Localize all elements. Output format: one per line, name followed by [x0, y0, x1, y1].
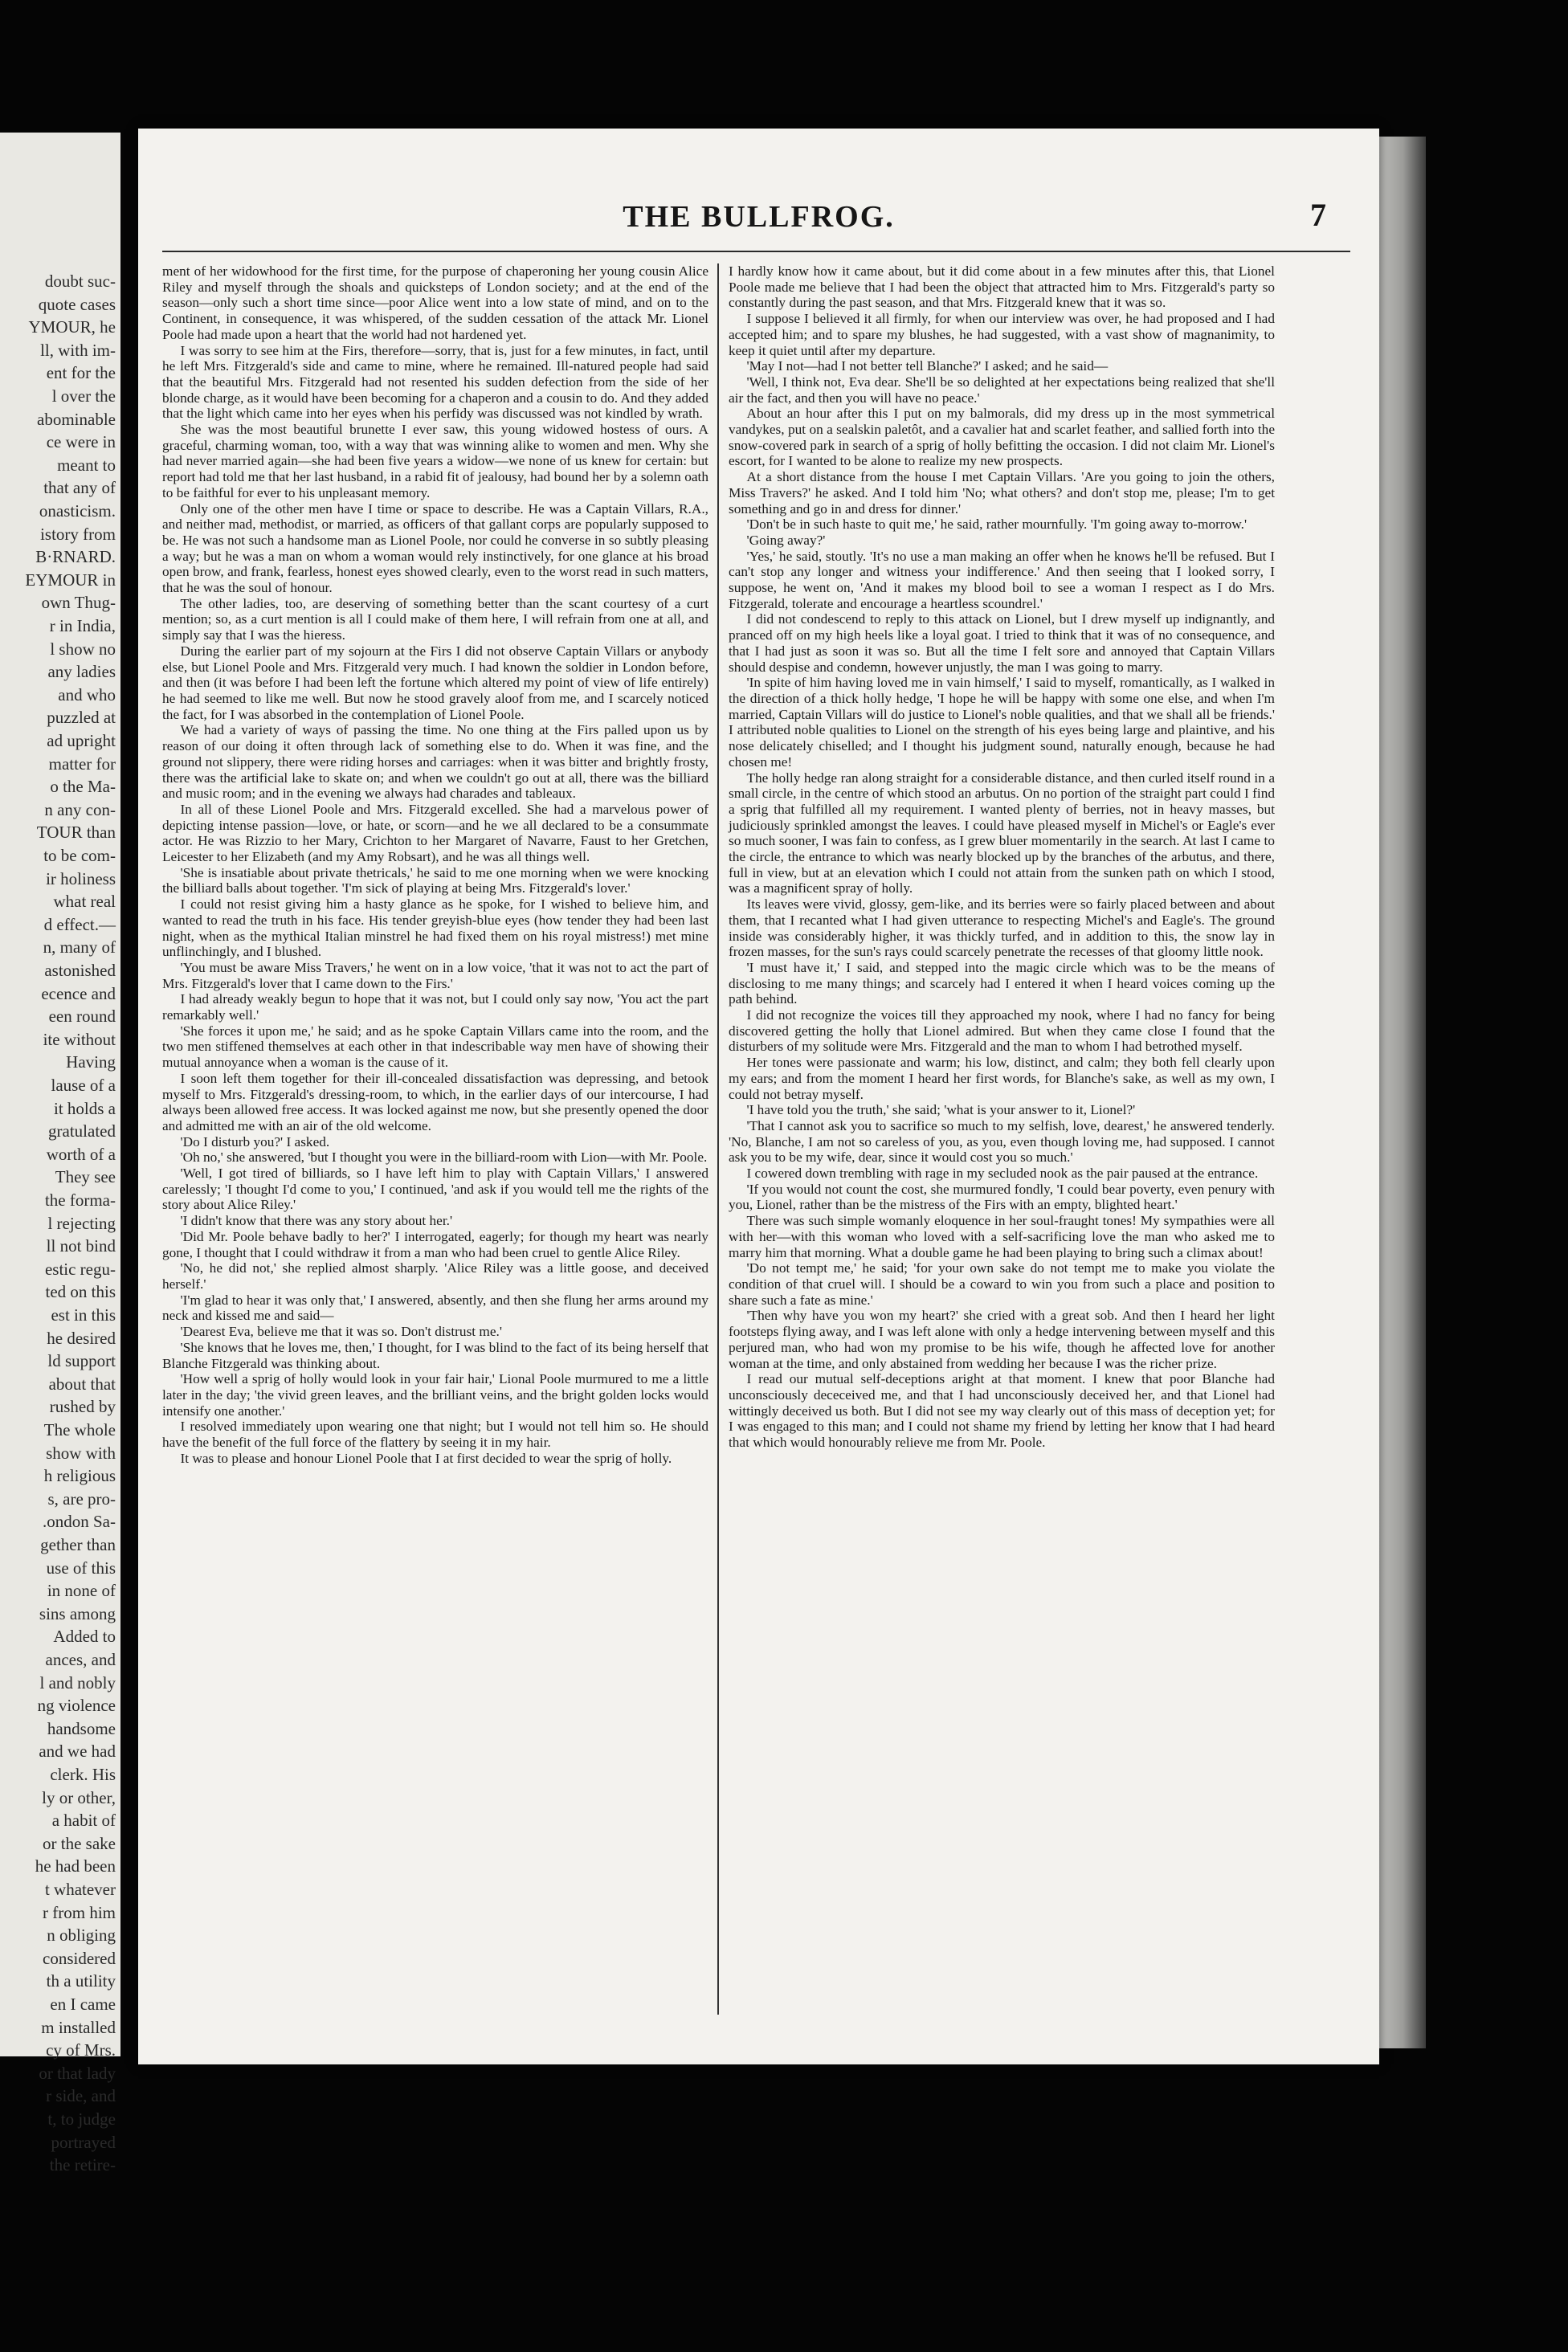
previous-page-text-fragment: l rejecting: [47, 1213, 116, 1233]
previous-page-text-fragment: Having: [66, 1052, 116, 1072]
article-paragraph: ment of her widowhood for the first time, for the purpose of chaperoning her young cousin Alice Riley and myself through the shoals and quicksteps of London society; and at the end of the season—only such a short time since—poor Alice went into a low state of mind, and on to the Continent, in consequence, it was whispered, of the sudden cessation of the attack Mr. Lionel Poole had made upon a heart that the world had not hardened yet.: [162, 263, 708, 342]
article-paragraph: 'How well a sprig of holly would look in your fair hair,' Lional Poole murmured to me a little later in the day; 'the vivid green leaves, and the brilliant veins, and the bright golden locks would intensify one another.': [162, 1371, 708, 1419]
previous-page-text-fragment: and we had: [39, 1742, 116, 1762]
previous-page-text-fragment: ances, and: [45, 1650, 116, 1669]
previous-page-text-fragment: onasticism.: [39, 501, 116, 521]
previous-page-text-fragment: about that: [48, 1374, 116, 1394]
article-paragraph: 'I must have it,' I said, and stepped into the magic circle which was to be the means of disclosing to me many things; and scarcely had I entered it when I heard voices coming up the path behind.: [729, 959, 1275, 1007]
article-paragraph: At a short distance from the house I met Captain Villars. 'Are you going to join the others, Miss Travers?' he asked. And I told him 'No; what others? and don't stop me, please; I'm to get something and go in and dress for dinner.': [729, 469, 1275, 517]
previous-page-text-fragment: t whatever: [44, 1880, 116, 1899]
article-paragraph: 'Don't be in such haste to quit me,' he said, rather mournfully. 'I'm going away to-morrow.': [746, 517, 1247, 533]
previous-page-text-fragment: puzzled at: [47, 708, 116, 728]
article-paragraph: I cowered down trembling with rage in my secluded nook as the pair paused at the entrance.: [746, 1166, 1259, 1182]
previous-page-text-fragment: YMOUR, he: [28, 317, 116, 337]
previous-page-text-fragment: ll, with im-: [40, 340, 116, 360]
previous-page-edge: [0, 133, 120, 2175]
previous-page-text-fragment: rushed by: [49, 1397, 116, 1417]
article-paragraph: 'You must be aware Miss Travers,' he went on in a low voice, 'that it was not to act the part of Mrs. Fitzgerald's lover that I came down to the Firs.': [162, 959, 708, 991]
previous-page-text-fragment: sins among: [39, 1603, 116, 1623]
article-paragraph: The holly hedge ran along straight for a considerable distance, and then curled itself round in a small circle, in the centre of which stood an arbutus. On no portion of the straight part could I find a sprig that fulfilled all my requirement. I wanted plenty of berries, not in heavy masses, but judiciously sprinkled amongst the leaves. I could have pleased myself in Michel's or Eagle's ever so much sooner, I was fain to confess, as I grew bluer momentarily in the search. At last I came to the circle, the entrance to which was nearly blocked up by the branches of the arbutus, and there, full in view, but at an elevation which I could not attain from the sunken path on which I stood, was a magnificent spray of holly.: [729, 770, 1275, 896]
previous-page-text-fragment: he desired: [47, 1328, 116, 1348]
previous-page-text-fragment: Added to: [53, 1627, 116, 1647]
article-paragraph: Only one of the other men have I time or space to describe. He was a Captain Villars, R.A., and neither mad, methodist, or married, as officers of that gallant corps are popularly supposed to be. He was not such a handsome man as Lionel Poole, nor could he converse in so subtly pleasing a way; but he was a man on whom a woman would rely instinctively, for one glance at his broad open brow, and frank, fearless, honest eyes showed clearly, even to the worst read in such matters, that he was the soul of honour.: [162, 500, 708, 596]
previous-page-text-fragment: n any con-: [44, 799, 116, 819]
article-paragraph: In all of these Lionel Poole and Mrs. Fitzgerald excelled. She had a marvelous power of depicting intense passion—love, or hate, or scorn—and he we all declared to be a consummate actor. He was Rizzio to her Mary, Crichton to her Margaret of Navarre, Faust to her Gretchen, Leicester to her Elizabeth (and my Amy Robsart), and he was all things well.: [162, 801, 708, 865]
article-paragraph: 'She knows that he loves me, then,' I thought, for I was blind to the fact of its being herself that Blanche Fitzgerald was thinking about.: [162, 1339, 708, 1371]
article-paragraph: About an hour after this I put on my balmorals, did my dress up in the most symmetrical vandykes, put on a sealskin paletôt, and a cavalier hat and scarlet feather, and sallied forth into the snow-covered park in search of a sprig of holly befitting the occasion. I did not claim Mr. Lionel's escort, for I wanted to be alone to realize my new prospects.: [729, 406, 1275, 469]
previous-page-text-fragment: The whole: [43, 1420, 116, 1439]
article-paragraph: 'I didn't know that there was any story about her.': [180, 1213, 453, 1229]
previous-page-text-fragment: en I came: [50, 1995, 116, 2014]
previous-page-text-fragment: show with: [46, 1443, 116, 1463]
article-paragraph: 'She is insatiable about private thetricals,' he said to me one morning when we were knocking the billiard balls about together. 'I'm sick of playing at being Mrs. Fitzgerald's lover.': [162, 864, 708, 896]
article-paragraph: It was to please and honour Lionel Poole that I at first decided to wear the sprig of holly.: [180, 1450, 672, 1466]
article-paragraph: I could not resist giving him a hasty glance as he spoke, for I wished to believe him, and wanted to read the truth in his face. His tender greyish-blue eyes (how tender they had been last night, when as the mythical Italian minstrel he had fixed them on his royal mistress!) met mine unflinchingly, and I blushed.: [162, 896, 708, 960]
article-paragraph: 'Well, I got tired of billiards, so I have left him to play with Captain Villars,' I answered carelessly; 'I thought I'd come to you,' I continued, 'and ask if you would tell me the rights of the story about Alice Riley.': [162, 1166, 708, 1213]
previous-page-text-fragment: est in this: [51, 1305, 116, 1325]
previous-page-text-fragment: n, many of: [43, 937, 116, 958]
previous-page-text-fragment: ce were in: [46, 432, 116, 452]
previous-page-text-fragment: n obliging: [47, 1925, 116, 1946]
masthead-title: THE BULLFROG.: [623, 200, 895, 234]
previous-page-text-fragment: ng violence: [37, 1696, 116, 1716]
previous-page-text-fragment: gether than: [40, 1535, 116, 1554]
previous-page-text-fragment: r in India,: [49, 616, 116, 635]
previous-page-text-fragment: lause of a: [51, 1076, 116, 1095]
article-paragraph: I did not condescend to reply to this attack on Lionel, but I drew myself up indignantly, and pranced off on my high heels like a loyal goat. I tried to think that it was of no consequence, and that I had just as soon it was so. But all the time I felt sore and annoyed that Captain Villars should despise and condemn, however unjustly, the man I was going to marry.: [729, 611, 1275, 675]
previous-page-text-fragment: use of this: [46, 1558, 116, 1578]
previous-page-text-fragment: and who: [58, 684, 116, 704]
previous-page-text-fragment: what real: [53, 892, 116, 912]
previous-page-text-fragment: quote cases: [38, 294, 116, 314]
previous-page-text-fragment: een round: [48, 1007, 116, 1027]
previous-page-text-fragment: l and nobly: [39, 1672, 116, 1693]
previous-page-text-fragment: any ladies: [47, 662, 116, 682]
previous-page-text-fragment: doubt suc-: [44, 272, 116, 291]
article-paragraph: 'Going away?': [746, 532, 826, 548]
previous-page-text-fragment: TOUR than: [36, 823, 116, 843]
previous-page-text-fragment: or the sake: [43, 1833, 116, 1853]
previous-page-text-fragment: .ondon Sa-: [43, 1512, 116, 1532]
previous-page-text-fragment: portrayed: [51, 2132, 116, 2152]
article-paragraph: I suppose I believed it all firmly, for when our interview was over, he had proposed and I had accepted him; and to spare my blushes, he had suggested, with a vast show of magnanimity, to keep it quiet until after my departure.: [729, 311, 1275, 358]
previous-page-text-fragment: in none of: [47, 1581, 116, 1601]
previous-page-text-fragment: EYMOUR in: [25, 570, 116, 590]
previous-page-text-fragment: ir holiness: [46, 868, 116, 888]
previous-page-text-fragment: istory from: [40, 524, 116, 544]
previous-page-text-fragment: ad upright: [47, 731, 116, 750]
column-divider: [717, 263, 719, 2015]
previous-page-text-fragment: r from him: [43, 1902, 116, 1922]
article-paragraph: She was the most beautiful brunette I ever saw, this young widowed hostess of ours. A graceful, charming woman, too, with a way that was winning alike to women and men. Why she had never married again—she had been five years a widow—we none of us knew for certain: but report had told me that her last husband, in a rabid fit of jealousy, had bound her by a solemn oath to be faithful for ever to his unpleasant memory.: [162, 422, 708, 500]
previous-page-text-fragment: ted on this: [45, 1282, 116, 1302]
previous-page-text-fragment: l over the: [51, 386, 116, 406]
previous-page-text-fragment: the forma-: [44, 1190, 116, 1210]
article-paragraph: 'That I cannot ask you to sacrifice so much to my selfish, love, dearest,' he answered tenderly. 'No, Blanche, I am not so careless of you, as you, even though loving me, had supposed. I cannot ask you to be my wife, dear, since it would cost you so much.': [729, 1117, 1275, 1166]
article-paragraph: 'Then why have you won my heart?' she cried with a great sob. And then I heard her light footsteps flying away, and I was left alone with only a hedge intervening between myself and this perjured man, who had won my promise to be his wife, though he affected love for another woman at the time, and only abstained from wedding her because I was the richer prize.: [729, 1308, 1275, 1371]
article-paragraph: 'No, he did not,' she replied almost sharply. 'Alice Riley was a little goose, and deceived herself.': [162, 1260, 708, 1292]
previous-page-text-fragment: th a utility: [46, 1971, 116, 1991]
text-column-left: [162, 263, 708, 2015]
article-paragraph: 'She forces it upon me,' he said; and as he spoke Captain Villars came into the room, and the two men stiffened themselves at each other in that indescribable way men have of showing their mutual annoyance when a woman is the cause of it.: [162, 1023, 708, 1071]
article-paragraph: During the earlier part of my sojourn at the Firs I did not observe Captain Villars or anybody else, but Lionel Poole and Mrs. Fitzgerald very much. I had known the soldier in London before, and then (it was before I had been left the fortune which altered my point of view of life entirely) he had seemed to like me well. But now he stood gravely aloof from me, and I scarcely noticed the fact, for I was absorbed in the contemplation of Lionel Poole.: [162, 643, 708, 722]
previous-page-text-fragment: worth of a: [46, 1144, 116, 1164]
article-paragraph: 'I'm glad to hear it was only that,' I answered, absently, and then she flung her arms around my neck and kissed me and said—: [162, 1292, 708, 1324]
previous-page-text-fragment: handsome: [47, 1718, 116, 1738]
previous-page-text-fragment: ld support: [47, 1351, 116, 1371]
article-paragraph: There was such simple womanly eloquence in her soul-fraught tones! My sympathies were all with her—with this woman who loved with a self-sacrificing love the man who asked me to marry him that morning. What a double game he had been playing to bring such a climax about!: [729, 1213, 1275, 1260]
article-paragraph: I was sorry to see him at the Firs, therefore—sorry, that is, just for a few minutes, in fact, until he left Mrs. Fitzgerald's side and came to mine, where he remained. Ill-natured people had said that the beautiful Mrs. Fitzgerald had not resented his sudden defection from the side of her blonde charge, as it would have been becoming for a chaperon and a cousin to do. And they added that the light which came into her eyes when his perfidy was discussed was not kindled by wrath.: [162, 342, 708, 422]
previous-page-text-fragment: ite without: [43, 1029, 116, 1049]
previous-page-text-fragment: the retire-: [49, 2155, 116, 2175]
article-paragraph: I had already weakly begun to hope that it was not, but I could only say now, 'You act the part remarkably well.': [162, 991, 708, 1023]
previous-page-text-fragment: m installed: [41, 2017, 116, 2037]
previous-page-text-fragment: astonished: [44, 961, 116, 980]
previous-page-text-fragment: s, are pro-: [47, 1488, 116, 1509]
article-paragraph: 'Did Mr. Poole behave badly to her?' I interrogated, eagerly; for though my heart was nearly gone, I thought that I could withdraw it from a man who had been cruel to gentle Alice Riley.: [162, 1228, 708, 1260]
article-paragraph: 'Do I disturb you?' I asked.: [180, 1133, 330, 1149]
article-paragraph: 'Well, I think not, Eva dear. She'll be so delighted at her expectations being realized that she'll air the fact, and then you will have no peace.': [729, 374, 1275, 406]
previous-page-text-fragment: gratulated: [48, 1121, 116, 1141]
previous-page-text-fragment: o the Ma-: [50, 777, 116, 797]
previous-page-text-fragment: l show no: [50, 639, 116, 659]
previous-page-text-fragment: ll not bind: [46, 1236, 116, 1256]
article-paragraph: 'Oh no,' she answered, 'but I thought you were in the billiard-room with Lion—with Mr. Poole.: [180, 1149, 708, 1166]
article-paragraph: 'Dearest Eva, believe me that it was so. Don't distrust me.': [180, 1324, 502, 1340]
article-paragraph: We had a variety of ways of passing the time. No one thing at the Firs palled upon us by reason of our doing it often through lack of something else to do. When it was fine, and the ground not slippery, there were riding horses and carriages: when it was bitter and brightly frosty, there was the artificial lake to skate on; and when we couldn't go out at all, there was the billiard and music room; and in the evening we always had charades and tableaux.: [162, 722, 708, 802]
article-paragraph: 'I have told you the truth,' she said; 'what is your answer to it, Lionel?': [746, 1102, 1136, 1118]
article-paragraph: The other ladies, too, are deserving of something better than the scant courtesy of a curt mention; so, as a curt mention is all I could make of them here, I will refrain from one at all, and simply say that I was the hieress.: [162, 595, 708, 643]
previous-page-text-fragment: d effect.—: [43, 914, 116, 934]
article-paragraph: I soon left them together for their ill-concealed dissatisfaction was depressing, and betook myself to Mrs. Fitzgerald's dressing-room, to which, in the earlier days of our intercourse, I had always been allowed free access. It was locked against me now, but she presently opened the door and admitted me with an air of the old welcome.: [162, 1070, 708, 1133]
article-paragraph: I hardly know how it came about, but it did come about in a few minutes after this, that Lionel Poole made me believe that I had been the object that attracted him to Mrs. Fitzgerald's party so constantly during the past season, and that Mrs. Fitzgerald knew that it was so.: [729, 263, 1275, 311]
article-paragraph: 'May I not—had I not better tell Blanche?' I asked; and he said—: [746, 358, 1109, 374]
article-paragraph: 'In spite of him having loved me in vain himself,' I said to myself, romantically, as I walked in the direction of a thick holly hedge, 'I hope he will be happy with some one else, and when I'm married, Captain Villars will do justice to Lionel's noble qualities, and that we shall all be friends.' I attributed noble qualities to Lionel on the strength of his eyes being large and plaintive, and his nose delicately chiselled; and I thought his judgment sound, naturally enough, because he had chosen me!: [729, 675, 1275, 770]
previous-page-text-fragment: r side, and: [46, 2086, 116, 2106]
previous-page-text-fragment: or that lady: [39, 2063, 116, 2083]
text-column-right: [729, 263, 1275, 2015]
article-paragraph: I resolved immediately upon wearing one that night; but I would not tell him so. He should have the benefit of the full force of the flattery by seeing it in my hair.: [162, 1419, 708, 1451]
article-paragraph: Its leaves were vivid, glossy, gem-like, and its berries were so fairly placed between and about them, that I recanted what I had given utterance to respecting Michel's and Eagle's. The ground inside was considerably higher, it was thickly turfed, and in addition to this, the snow lay in frozen masses, for the sun's rays could scarcely penetrate the recesses of that gloomy little nook.: [729, 896, 1275, 960]
previous-page-text-fragment: own Thug-: [41, 593, 116, 613]
previous-page-text-fragment: a habit of: [51, 1811, 116, 1831]
previous-page-text-fragment: it holds a: [54, 1098, 116, 1118]
previous-page-text-fragment: that any of: [43, 478, 116, 498]
previous-page-text-fragment: clerk. His: [50, 1765, 116, 1784]
article-paragraph: 'Yes,' he said, stoutly. 'It's no use a man making an offer when he knows he'll be refused. But I can't stop any longer and witness your indifference.' And then seeing that I looked sorry, I suppose, he went on, 'And it makes my blood boil to see a woman I respect as I do Mrs. Fitzgerald, tolerate and encourage a heartless scoundrel.': [729, 548, 1275, 611]
article-paragraph: I did not recognize the voices till they approached my nook, where I had no fancy for being discovered getting the holly that Lionel admired. But when they came close I found that the disturbers of my solitude were Mrs. Fitzgerald and the man to whom I had betrothed myself.: [729, 1007, 1275, 1055]
previous-page-text-fragment: he had been: [35, 1856, 116, 1876]
previous-page-text-fragment: abominable: [37, 409, 116, 429]
previous-page-text-fragment: ent for the: [46, 363, 116, 383]
article-paragraph: Her tones were passionate and warm; his low, distinct, and calm; they both fell clearly upon my ears; and from the moment I heard her first words, for Blanche's sake, as well as my own, I could not betray myself.: [729, 1055, 1275, 1102]
previous-page-text-fragment: cy of Mrs.: [46, 2040, 116, 2060]
article-paragraph: 'Do not tempt me,' he said; 'for your own sake do not tempt me to make you violate the condition of that cruel will. I should be a coward to win you from such a place and position to share such a fate as mine.': [729, 1260, 1275, 1308]
previous-page-text-fragment: h religious: [43, 1466, 116, 1486]
previous-page-text-fragment: to be com-: [43, 846, 116, 865]
previous-page-text-fragment: meant to: [57, 455, 116, 475]
previous-page-text-fragment: ecence and: [41, 983, 116, 1003]
header-rule: [162, 251, 1350, 252]
newspaper-page: [138, 129, 1379, 2064]
previous-page-text-fragment: ly or other,: [42, 1787, 116, 1807]
previous-page-text-fragment: They see: [55, 1167, 116, 1187]
previous-page-text-fragment: t, to judge: [47, 2109, 116, 2129]
page-number: 7: [1310, 197, 1326, 233]
article-paragraph: I read our mutual self-deceptions aright at that moment. I knew that poor Blanche had unconsciously dececeived me, and that I had unconsciously deceived her, and that Lionel had wittingly deceived us both. But I did not see my way clearly out of this mass of deception yet; for I was engaged to this man; and I could not shame my friend by letting her know that I had heard that which would honourably relieve me from Mr. Poole.: [729, 1371, 1275, 1451]
previous-page-text-fragment: B·RNARD.: [35, 547, 116, 567]
previous-page-text-fragment: estic regu-: [44, 1259, 116, 1279]
previous-page-text-fragment: matter for: [48, 753, 116, 774]
article-paragraph: 'If you would not count the cost, she murmured fondly, 'I could bear poverty, even penury with you, Lionel, rather than be the mistress of the Firs with an empty, blighted heart.': [729, 1181, 1275, 1213]
previous-page-text-fragment: considered: [43, 1948, 116, 1968]
